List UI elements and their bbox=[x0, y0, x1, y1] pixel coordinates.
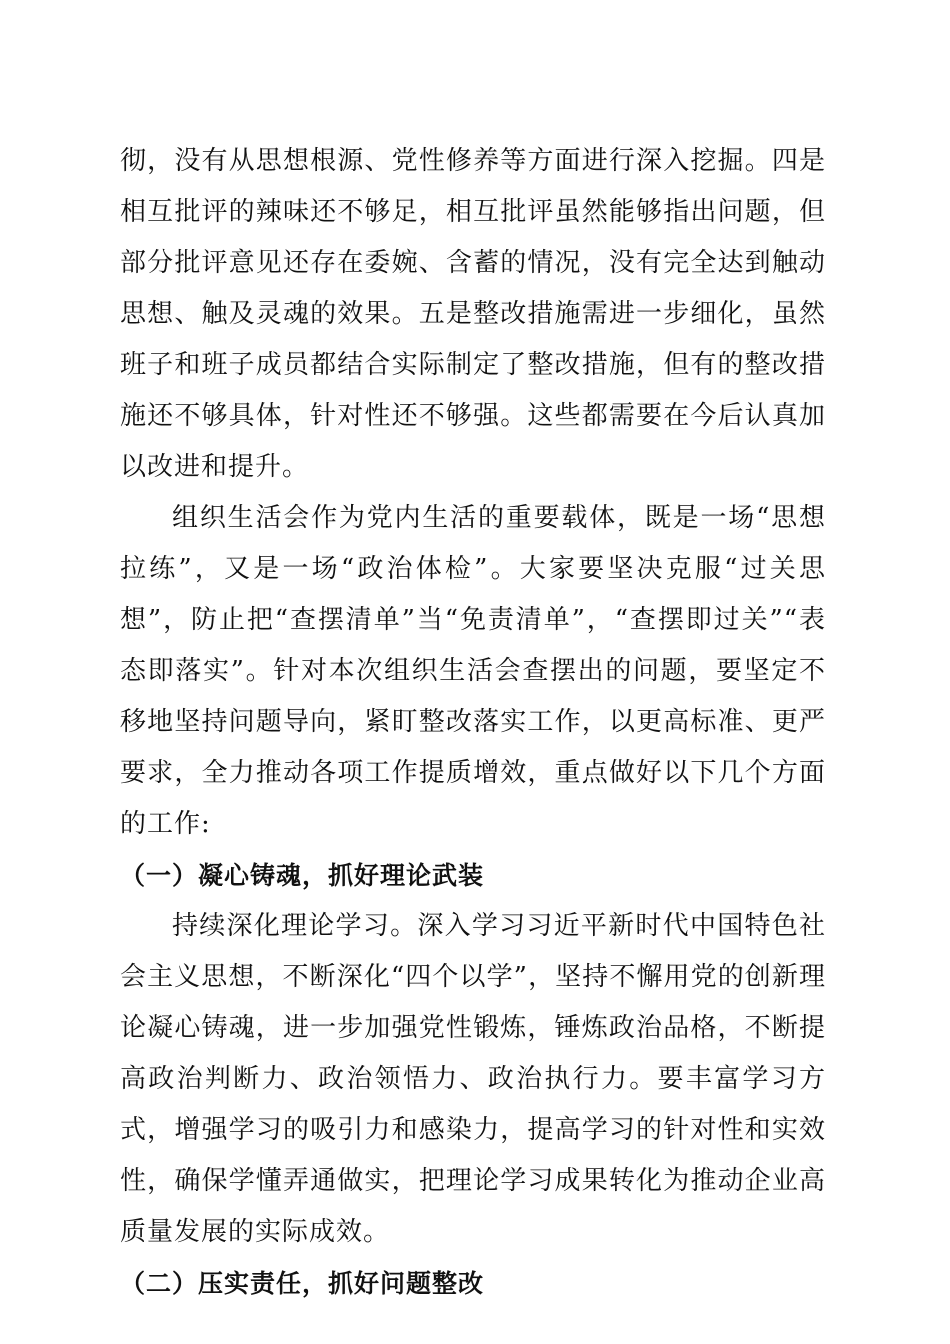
paragraph-theory-study: 持续深化理论学习。深入学习习近平新时代中国特色社会主义思想，不断深化“四个以学”，坚持不懈用党的创新理论凝心铸魂，进一步加强党性锻炼，锤炼政治品格，不断提高政治判断力、政治领悟力、政治执行力。要丰富学习方式，增强学习的吸引力和感染力，提高学习的针对性和实效性，确保学懂弄通做实，把理论学习成果转化为推动企业高质量发展的实际成效。 bbox=[120, 911, 826, 1247]
document-body bbox=[120, 136, 826, 1309]
section-heading-2: （二）压实责任，抓好问题整改 bbox=[120, 1269, 485, 1298]
paragraph-continuation: 彻，没有从思想根源、党性修养等方面进行深入挖掘。四是相互批评的辣味还不够足，相互批评虽然能够指出问题，但部分批评意见还存在委婉、含蓄的情况，没有完全达到触动思想、触及灵魂的效果。五是整改措施需进一步细化，虽然班子和班子成员都结合实际制定了整改措施，但有的整改措施还不够具体，针对性还不够强。这些都需要在今后认真加以改进和提升。 bbox=[120, 146, 826, 482]
section-heading-1: （一）凝心铸魂，抓好理论武装 bbox=[120, 861, 485, 890]
paragraph-organizational-life: 组织生活会作为党内生活的重要载体，既是一场“思想拉练”，又是一场“政治体检”。大家要坚决克服“过关思想”，防止把“查摆清单”当“免责清单”，“查摆即过关”“表态即落实”。针对本次组织生活会查摆出的问题，要坚定不移地坚持问题导向，紧盯整改落实工作，以更高标准、更严要求，全力推动各项工作提质增效，重点做好以下几个方面的工作: bbox=[120, 503, 826, 839]
